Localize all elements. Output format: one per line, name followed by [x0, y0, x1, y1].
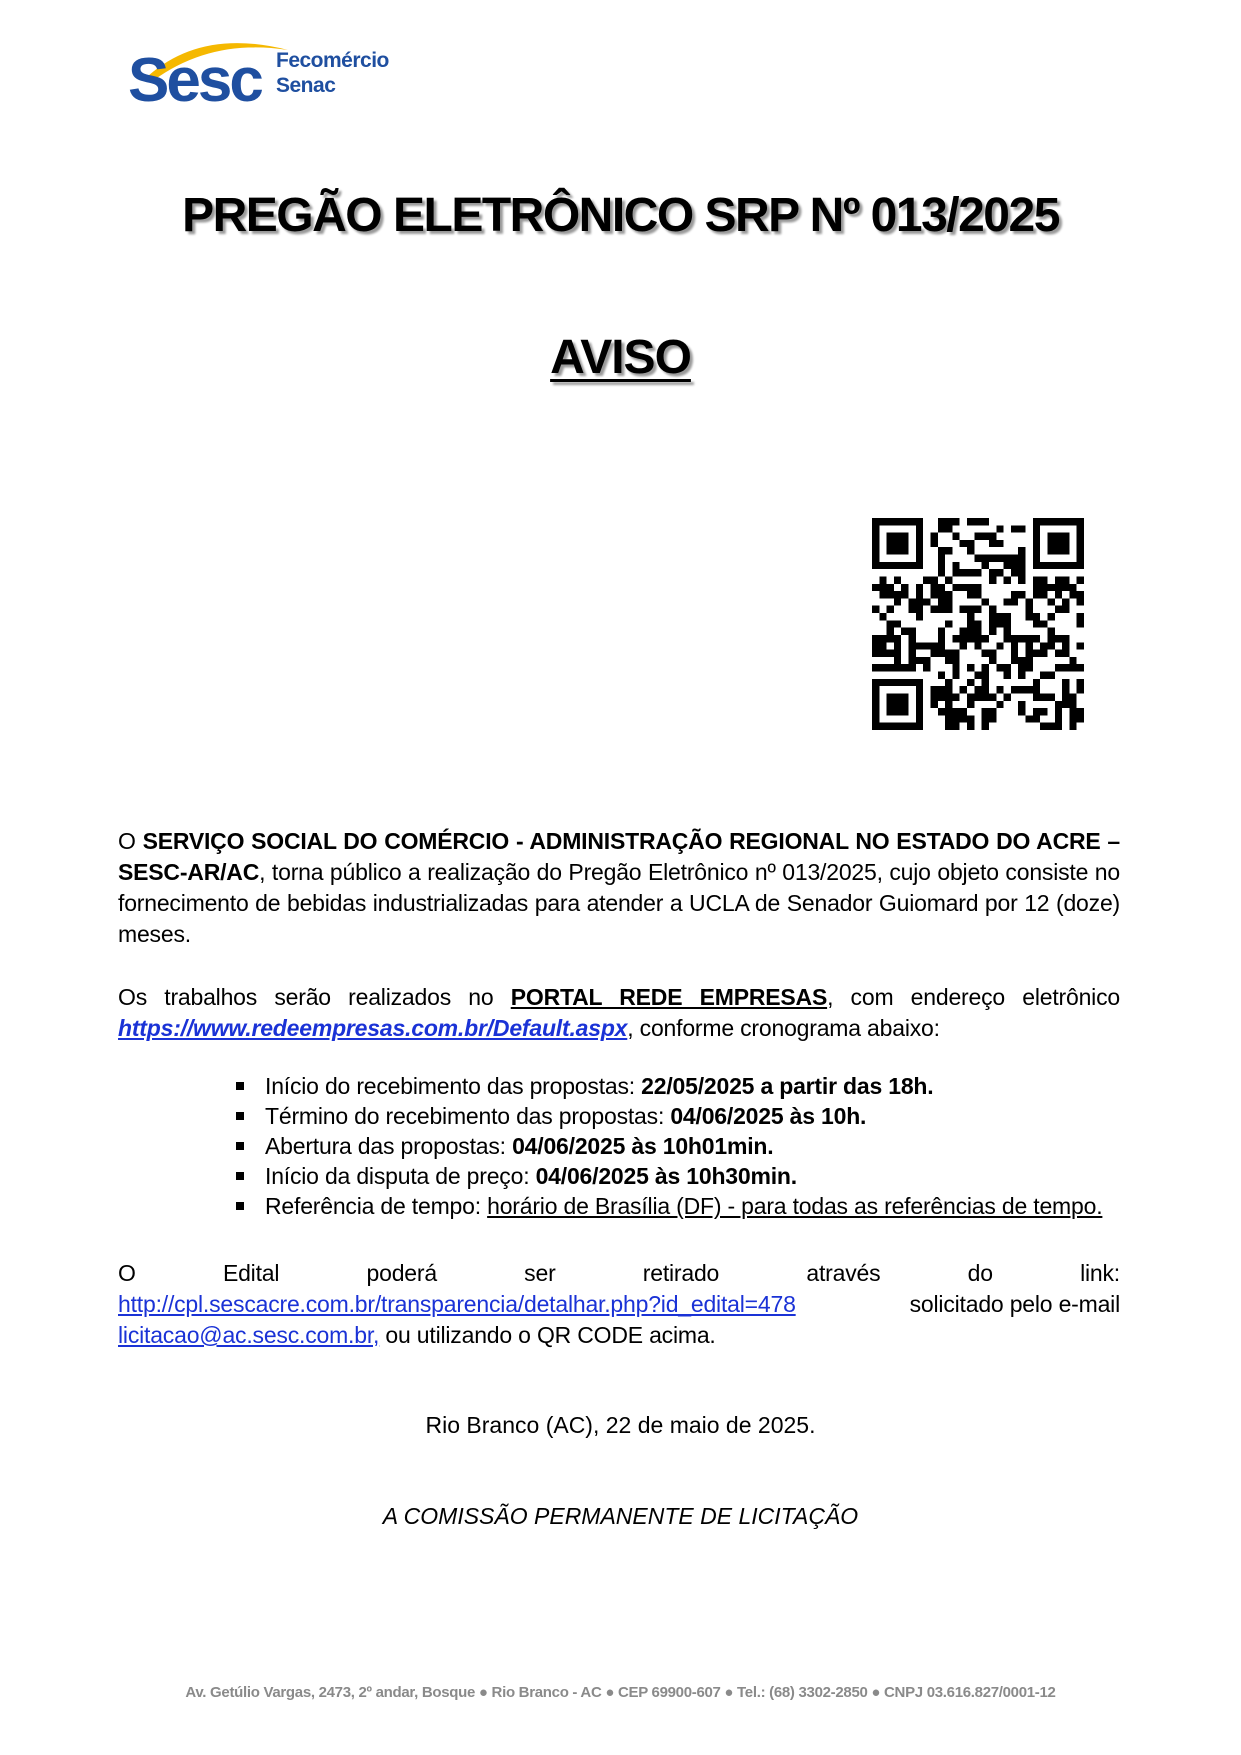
schedule-value: 04/06/2025 às 10h01min.	[512, 1133, 774, 1159]
portal-text-3: , conforme cronograma abaixo:	[627, 1015, 940, 1041]
list-item	[232, 1101, 1132, 1131]
schedule-label: Início do recebimento das propostas:	[265, 1073, 642, 1099]
intro-lead: O	[118, 828, 136, 854]
edital-word: do	[967, 1260, 993, 1286]
edital-word: O	[118, 1260, 136, 1286]
schedule-value: horário de Brasília (DF) - para todas as referências de tempo.	[487, 1193, 1103, 1219]
list-item	[232, 1131, 1132, 1161]
portal-text-2: , com endereço eletrônico	[827, 984, 1120, 1010]
edital-word: retirado	[642, 1260, 720, 1286]
schedule-label: Referência de tempo:	[265, 1193, 488, 1219]
edital-word: ser	[524, 1260, 556, 1286]
list-item	[232, 1191, 1132, 1221]
bullet-square-icon	[236, 1142, 244, 1150]
logo-side-text	[276, 48, 389, 98]
portal-name: PORTAL REDE EMPRESAS	[510, 984, 828, 1010]
schedule-value: 22/05/2025 a partir das 18h.	[641, 1073, 934, 1099]
intro-text: , torna público a realização do Pregão Eletrônico nº 013/2025, cujo objeto consiste no fornecimento de bebidas industrializadas para atender a UCLA de Senador Guiomard por 12 (doze) meses.	[118, 859, 1120, 947]
logo-senac: Senac	[276, 74, 336, 97]
list-item	[232, 1071, 1132, 1101]
logo-fecomercio: Fecomércio	[276, 49, 389, 72]
edital-second-line	[118, 1289, 1120, 1320]
document-title: PREGÃO ELETRÔNICO SRP Nº 013/2025	[182, 189, 1059, 242]
email-link[interactable]: licitacao@ac.sesc.com.br,	[118, 1322, 380, 1348]
edital-word: através	[806, 1260, 881, 1286]
edital-text-2: ou utilizando o QR CODE acima.	[385, 1322, 716, 1348]
edital-word: Edital	[222, 1260, 280, 1286]
edital-word: poderá	[366, 1260, 437, 1286]
bullet-square-icon	[236, 1202, 244, 1210]
document-subtitle: AVISO	[550, 331, 691, 384]
list-item	[232, 1161, 1132, 1191]
schedule-label: Término do recebimento das propostas:	[265, 1103, 671, 1129]
bullet-square-icon	[236, 1112, 244, 1120]
edital-link[interactable]: http://cpl.sescacre.com.br/transparencia/detalhar.php?id_edital=478	[118, 1291, 796, 1317]
edital-word: link:	[1080, 1260, 1120, 1286]
schedule-value: 04/06/2025 às 10h30min.	[535, 1163, 797, 1189]
edital-paragraph	[118, 1258, 1120, 1351]
schedule-value: 04/06/2025 às 10h.	[670, 1103, 867, 1129]
sesc-logo	[128, 28, 408, 115]
entity-name: SERVIÇO SOCIAL DO COMÉRCIO - ADMINISTRAÇÃO REGIONAL NO ESTADO DO ACRE – SESC-AR/AC	[118, 828, 1120, 885]
intro-paragraph	[118, 826, 1120, 950]
portal-text-1: Os trabalhos serão realizados no	[118, 984, 494, 1010]
edital-first-line	[118, 1258, 1120, 1289]
logo-brand-text: Sesc	[128, 46, 261, 115]
portal-paragraph	[118, 982, 1120, 1044]
schedule-label: Início da disputa de preço:	[265, 1163, 536, 1189]
edital-third-line	[118, 1320, 1120, 1351]
schedule-label: Abertura das propostas:	[265, 1133, 513, 1159]
edital-text-1: solicitado pelo e-mail	[909, 1291, 1120, 1317]
bullet-square-icon	[236, 1082, 244, 1090]
qr-code-icon[interactable]	[872, 518, 1084, 730]
bullet-square-icon	[236, 1172, 244, 1180]
schedule-list	[232, 1071, 1132, 1221]
portal-link[interactable]: https://www.redeempresas.com.br/Default.aspx	[118, 1015, 628, 1041]
footer-address: Av. Getúlio Vargas, 2473, 2º andar, Bosque ● Rio Branco - AC ● CEP 69900-607 ● Tel.: (68) 3302-2850 ● CNPJ 03.616.827/0001-12	[185, 1684, 1056, 1701]
date-line: Rio Branco (AC), 22 de maio de 2025.	[425, 1412, 816, 1438]
signature: A COMISSÃO PERMANENTE DE LICITAÇÃO	[382, 1503, 859, 1529]
